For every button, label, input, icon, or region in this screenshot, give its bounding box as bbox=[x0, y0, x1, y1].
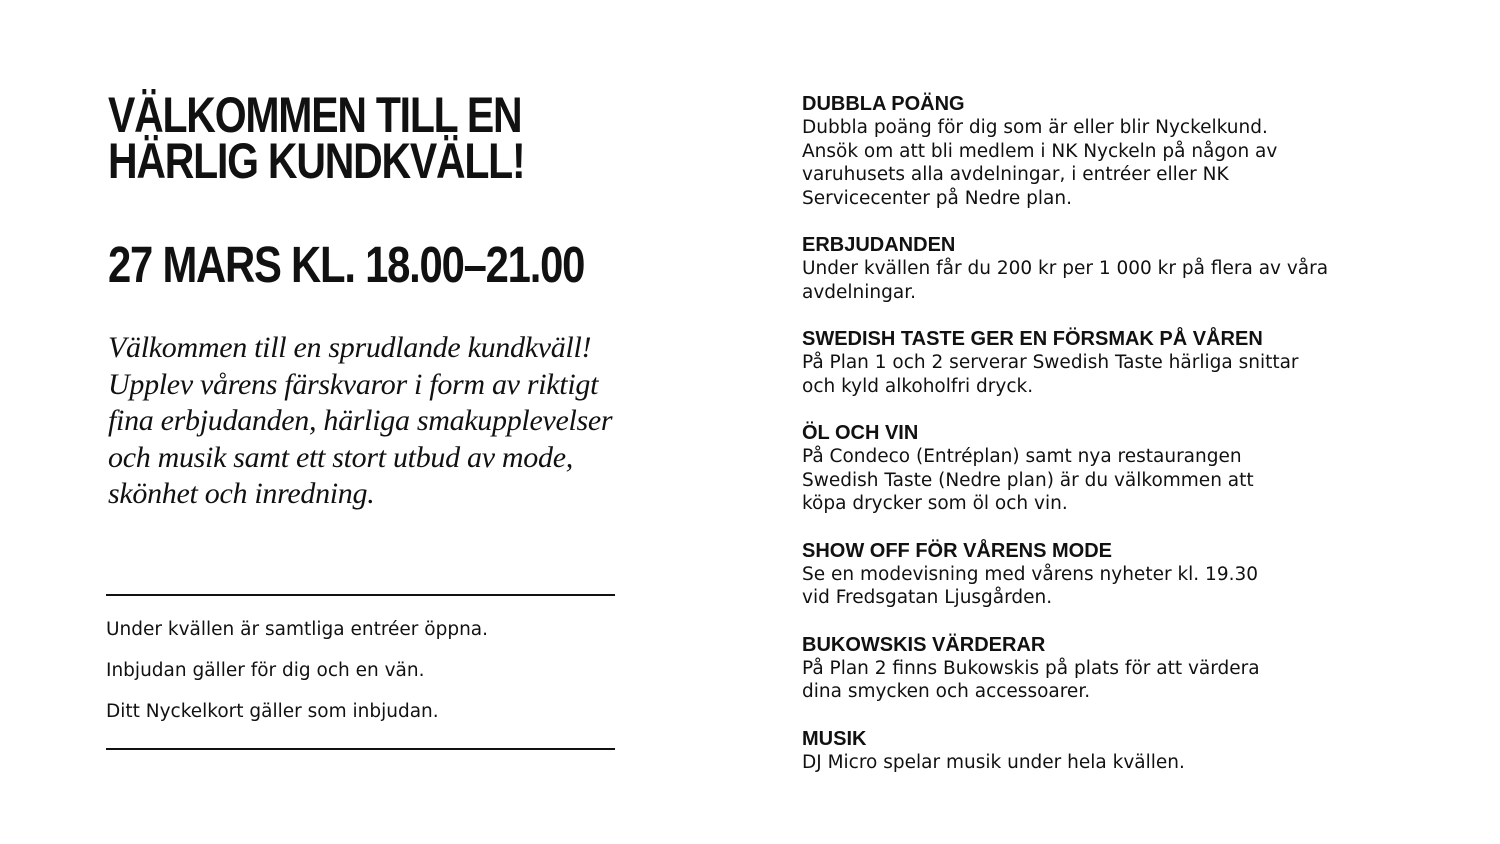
section-line: vid Fredsgatan Ljusgården. bbox=[802, 587, 1053, 608]
info-line: Ditt Nyckelkort gäller som inbjudan. bbox=[106, 701, 439, 722]
section-body bbox=[802, 563, 1402, 610]
section-body bbox=[802, 657, 1402, 704]
event-date: 27 MARS KL. 18.00–21.00 bbox=[108, 236, 585, 293]
section-show-off bbox=[802, 539, 1402, 610]
divider-top bbox=[106, 594, 615, 596]
intro-line: skönhet och inredning. bbox=[108, 477, 375, 510]
section-title: MUSIK bbox=[802, 727, 867, 750]
section-erbjudanden bbox=[802, 233, 1402, 304]
intro-line: och musik samt ett stort utbud av mode, bbox=[108, 440, 573, 474]
info-line: Under kvällen är samtliga entréer öppna. bbox=[106, 619, 489, 640]
section-line: På Plan 2 finns Bukowskis på plats för att värdera bbox=[802, 657, 1260, 679]
intro-line: Välkommen till en sprudlande kundkväll! bbox=[108, 331, 592, 364]
section-title: ERBJUDANDEN bbox=[802, 234, 956, 256]
section-line: varuhusets alla avdelningar, i entréer eller NK bbox=[802, 164, 1229, 185]
section-line: På Plan 1 och 2 serverar Swedish Taste härliga snittar bbox=[802, 352, 1299, 373]
divider-bottom bbox=[106, 748, 615, 750]
title-line-1: VÄLKOMMEN TILL EN bbox=[108, 87, 522, 143]
section-ol-och-vin bbox=[802, 421, 1402, 516]
section-title: SWEDISH TASTE GER EN FÖRSMAK PÅ VÅREN bbox=[802, 328, 1263, 350]
section-dubbla-poang bbox=[802, 92, 1402, 210]
title-line-2: HÄRLIG KUNDKVÄLL! bbox=[108, 133, 525, 189]
section-line: Swedish Taste (Nedre plan) är du välkommen att bbox=[802, 469, 1254, 491]
section-bukowskis bbox=[802, 633, 1402, 704]
section-line: På Condeco (Entréplan) samt nya restaurangen bbox=[802, 446, 1242, 467]
section-title: SHOW OFF FÖR VÅRENS MODE bbox=[802, 539, 1112, 562]
intro-line: fina erbjudanden, härliga smakupplevelser bbox=[108, 404, 613, 437]
section-body bbox=[802, 351, 1402, 398]
section-title: ÖL OCH VIN bbox=[802, 422, 919, 444]
info-box bbox=[106, 618, 626, 741]
section-line: Dubbla poäng för dig som är eller blir Nyckelkund. bbox=[802, 117, 1268, 138]
section-body bbox=[802, 445, 1402, 516]
section-line: Servicecenter på Nedre plan. bbox=[802, 187, 1072, 209]
section-line: DJ Micro spelar musik under hela kvällen. bbox=[802, 751, 1185, 773]
section-swedish-taste bbox=[802, 327, 1402, 398]
left-column bbox=[108, 87, 668, 293]
intro-paragraph bbox=[108, 330, 648, 513]
section-line: dina smycken och accessoarer. bbox=[802, 681, 1091, 702]
section-body bbox=[802, 257, 1402, 304]
page-title bbox=[108, 87, 567, 189]
section-title: BUKOWSKIS VÄRDERAR bbox=[802, 633, 1046, 656]
section-line: Under kvällen får du 200 kr per 1 000 kr på flera av våra bbox=[802, 258, 1329, 279]
info-line: Inbjudan gäller för dig och en vän. bbox=[106, 660, 425, 681]
section-body bbox=[802, 116, 1402, 210]
intro-line: Upplev vårens färskvaror i form av riktigt bbox=[108, 367, 599, 401]
section-body bbox=[802, 751, 1402, 775]
section-line: och kyld alkoholfri dryck. bbox=[802, 375, 1034, 397]
section-line: avdelningar. bbox=[802, 281, 917, 303]
section-line: köpa drycker som öl och vin. bbox=[802, 493, 1068, 514]
section-line: Ansök om att bli medlem i NK Nyckeln på någon av bbox=[802, 140, 1278, 162]
section-musik bbox=[802, 727, 1402, 775]
section-line: Se en modevisning med vårens nyheter kl. 19.30 bbox=[802, 563, 1259, 585]
section-title: DUBBLA POÄNG bbox=[802, 93, 965, 115]
program-column bbox=[802, 92, 1402, 797]
